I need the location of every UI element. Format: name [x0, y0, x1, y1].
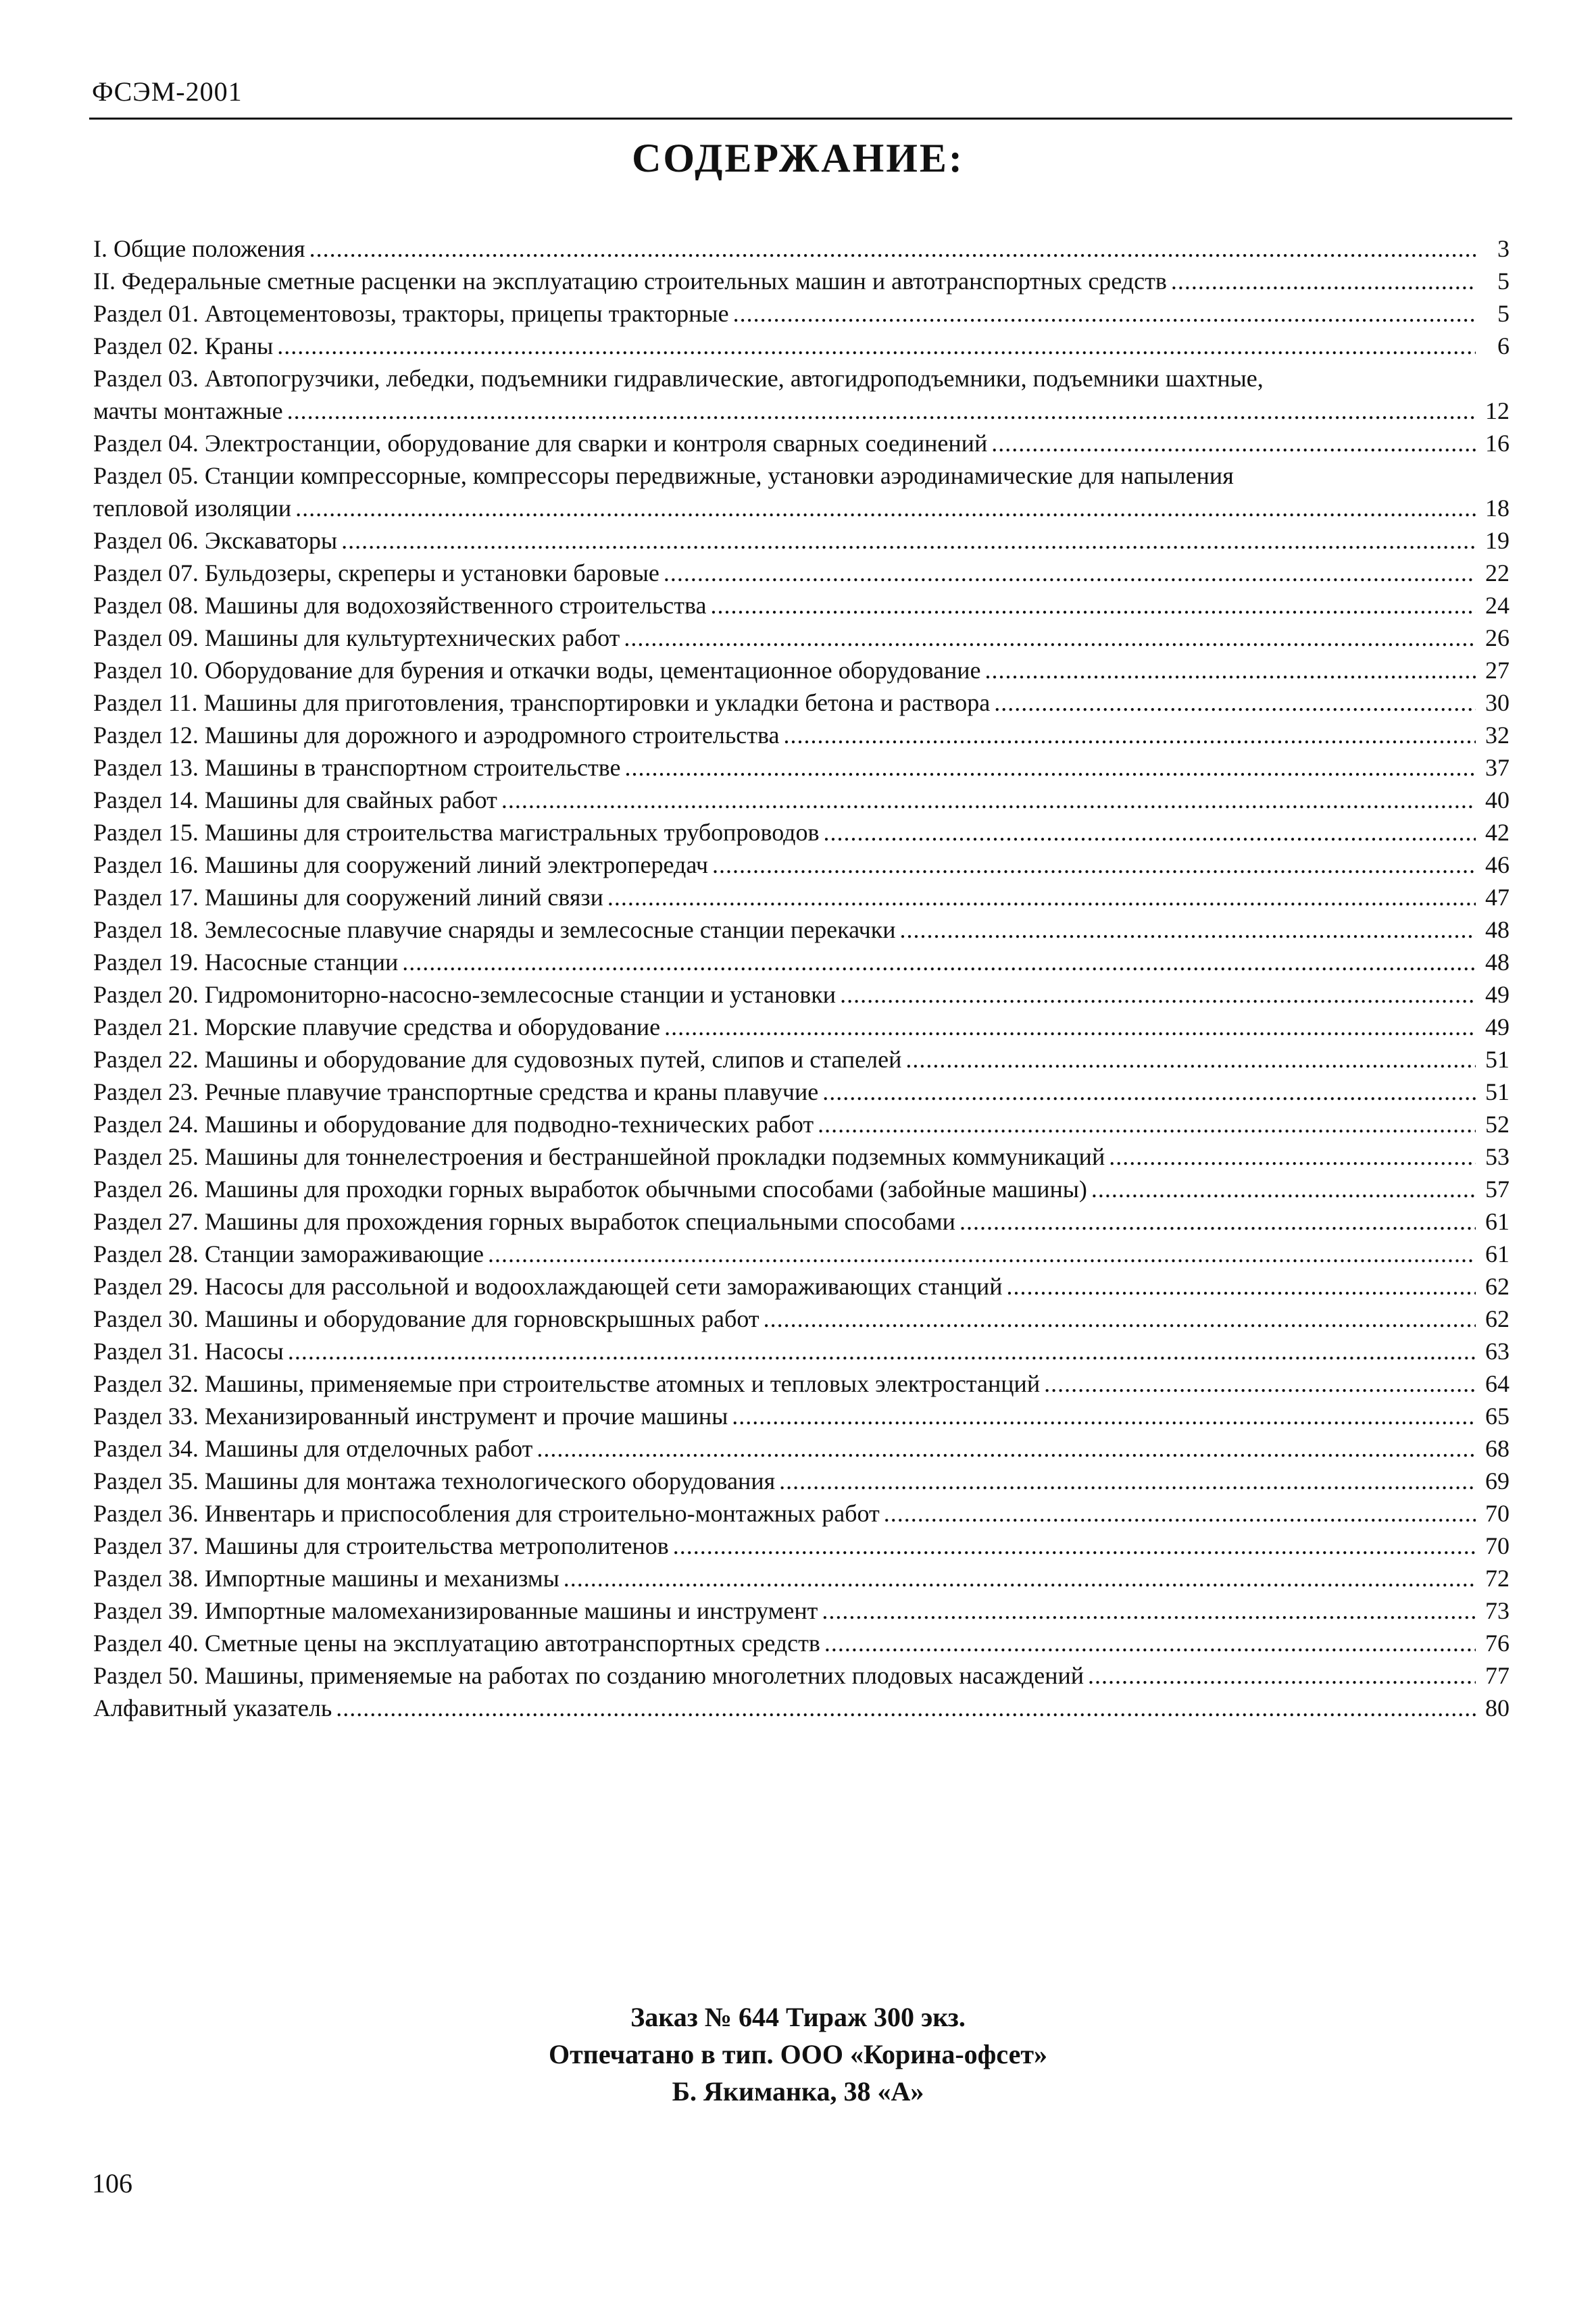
- toc-entry: [93, 330, 1510, 362]
- toc-page-number: 61: [1485, 1208, 1510, 1235]
- toc-page-number: 62: [1485, 1305, 1510, 1332]
- toc-entry: [93, 1205, 1510, 1238]
- toc-entry: [93, 1011, 1510, 1043]
- toc-page-number: 69: [1485, 1467, 1510, 1494]
- toc-page-number: 46: [1485, 851, 1510, 878]
- toc-entry-title: Раздел 26. Машины для проходки горных выработок обычными способами (забойные машины): [93, 1176, 1087, 1203]
- toc-entry: [93, 913, 1510, 946]
- dot-leader: [822, 1076, 1476, 1108]
- dot-leader: [625, 751, 1476, 784]
- toc-entry: [93, 297, 1510, 330]
- toc-page-number: 12: [1485, 397, 1510, 424]
- toc-page-number: 42: [1485, 819, 1510, 846]
- dot-leader: [905, 1043, 1476, 1076]
- toc-entry-title: Раздел 34. Машины для отделочных работ: [93, 1435, 533, 1462]
- toc-entry-title: Раздел 15. Машины для строительства магистральных трубопроводов: [93, 819, 820, 846]
- toc-page-number: 70: [1485, 1532, 1510, 1559]
- toc-entry-title: Раздел 17. Машины для сооружений линий связи: [93, 884, 603, 911]
- toc-entry-title: Раздел 14. Машины для свайных работ: [93, 786, 497, 813]
- toc-entry: [93, 978, 1510, 1011]
- imprint-address-line: Б. Якиманка, 38 «А»: [672, 2076, 924, 2107]
- toc-entry-title: Раздел 24. Машины и оборудование для подводно-технических работ: [93, 1111, 814, 1138]
- toc-page-number: 80: [1485, 1694, 1510, 1721]
- dot-leader: [783, 719, 1476, 751]
- toc-page-number: 72: [1485, 1565, 1510, 1592]
- toc-entry-title: Раздел 23. Речные плавучие транспортные средства и краны плавучие: [93, 1078, 819, 1105]
- toc-entry-title: Раздел 07. Бульдозеры, скреперы и установки баровые: [93, 559, 659, 586]
- toc-page-number: 53: [1485, 1143, 1510, 1170]
- page-number: 106: [92, 2168, 132, 2198]
- dot-leader: [1088, 1659, 1476, 1692]
- toc-entry-title: Раздел 22. Машины и оборудование для судовозных путей, слипов и стапелей: [93, 1046, 902, 1073]
- toc-page-number: 62: [1485, 1273, 1510, 1300]
- toc-page-number: 51: [1485, 1078, 1510, 1105]
- dot-leader: [402, 946, 1476, 978]
- toc-entry: [93, 1367, 1510, 1400]
- toc-entry-title: Раздел 09. Машины для культуртехнических работ: [93, 624, 620, 651]
- dot-leader: [501, 784, 1476, 816]
- toc-entry: [93, 427, 1510, 459]
- dot-leader: [732, 1400, 1476, 1432]
- toc-page-number: 57: [1485, 1176, 1510, 1203]
- toc-entry-title: Раздел 05. Станции компрессорные, компрессоры передвижные, установки аэродинамические для напыления: [93, 462, 1234, 489]
- dot-leader: [994, 686, 1476, 719]
- toc-entry: [93, 1238, 1510, 1270]
- dot-leader: [624, 622, 1476, 654]
- toc-entry: [93, 622, 1510, 654]
- toc-entry-title-continued: тепловой изоляции: [93, 495, 292, 522]
- dot-leader: [341, 524, 1476, 557]
- toc-page-number: 30: [1485, 689, 1510, 716]
- toc-page-number: 77: [1485, 1662, 1510, 1689]
- toc-entry-title: Раздел 28. Станции замораживающие: [93, 1240, 484, 1267]
- toc-entry: [93, 1270, 1510, 1303]
- toc-entry: [93, 1335, 1510, 1367]
- toc-entry: [93, 1076, 1510, 1108]
- toc-page-number: 65: [1485, 1403, 1510, 1430]
- toc-entry-title: Раздел 37. Машины для строительства метрополитенов: [93, 1532, 669, 1559]
- toc-entry-title: II. Федеральные сметные расценки на эксплуатацию строительных машин и автотранспортных средств: [93, 268, 1167, 295]
- dot-leader: [959, 1205, 1476, 1238]
- toc-page-number: 37: [1485, 754, 1510, 781]
- toc-entry: [93, 1627, 1510, 1659]
- toc-page-number: 6: [1497, 332, 1510, 359]
- dot-leader: [607, 881, 1476, 913]
- toc-entry-title: Алфавитный указатель: [93, 1694, 332, 1721]
- toc-entry-title: Раздел 39. Импортные маломеханизированные машины и инструмент: [93, 1597, 818, 1624]
- dot-leader: [764, 1303, 1476, 1335]
- toc-entry: [93, 1173, 1510, 1205]
- toc-entry: [93, 1400, 1510, 1432]
- toc-page-number: 73: [1485, 1597, 1510, 1624]
- toc-entry: [93, 1594, 1510, 1627]
- document-code: ФСЭМ-2001: [92, 76, 243, 107]
- dot-leader: [288, 1335, 1476, 1367]
- toc-entry-title: Раздел 11. Машины для приготовления, транспортировки и укладки бетона и раствора: [93, 689, 991, 716]
- toc-entry: [93, 881, 1510, 913]
- toc-entry-title: Раздел 33. Механизированный инструмент и прочие машины: [93, 1403, 728, 1430]
- dot-leader: [664, 1011, 1476, 1043]
- toc-entry: [93, 524, 1510, 557]
- toc-entry: [93, 1303, 1510, 1335]
- toc-page-number: 76: [1485, 1630, 1510, 1657]
- dot-leader: [1044, 1367, 1476, 1400]
- header-rule: [89, 118, 1512, 120]
- toc-entry-title: Раздел 18. Землесосные плавучие снаряды и землесосные станции перекачки: [93, 916, 896, 943]
- toc-page-number: 48: [1485, 949, 1510, 976]
- toc-entry-title-continued: мачты монтажные: [93, 397, 283, 424]
- toc-page-number: 19: [1485, 527, 1510, 554]
- toc-entry-title: Раздел 27. Машины для прохождения горных выработок специальными способами: [93, 1208, 955, 1235]
- dot-leader: [712, 849, 1476, 881]
- dot-leader: [673, 1530, 1476, 1562]
- toc-entry-title: Раздел 21. Морские плавучие средства и оборудование: [93, 1013, 661, 1040]
- toc-entry-title: Раздел 20. Гидромониторно-насосно-землесосные станции и установки: [93, 981, 837, 1008]
- toc-entry-title: Раздел 16. Машины для сооружений линий электропередач: [93, 851, 708, 878]
- toc-entry: [93, 1140, 1510, 1173]
- dot-leader: [822, 1594, 1476, 1627]
- dot-leader: [818, 1108, 1476, 1140]
- dot-leader: [277, 330, 1476, 362]
- toc-entry-title: Раздел 50. Машины, применяемые на работах по созданию многолетних плодовых насаждений: [93, 1662, 1084, 1689]
- toc-page-number: 47: [1485, 884, 1510, 911]
- page-title: СОДЕРЖАНИЕ:: [632, 136, 964, 180]
- toc-entry: [93, 1659, 1510, 1692]
- dot-leader: [733, 297, 1476, 330]
- toc-entry: [93, 557, 1510, 589]
- toc-entry-title: Раздел 19. Насосные станции: [93, 949, 399, 976]
- toc-entry: [93, 654, 1510, 686]
- toc-entry: [93, 232, 1510, 265]
- toc-entry-title: Раздел 32. Машины, применяемые при строительстве атомных и тепловых электростанций: [93, 1370, 1041, 1397]
- toc-entry: [93, 362, 1510, 427]
- imprint: [0, 1998, 1596, 2110]
- toc-page-number: 63: [1485, 1338, 1510, 1365]
- dot-leader: [537, 1432, 1476, 1465]
- table-of-contents: [93, 232, 1510, 1724]
- toc-entry-title: Раздел 06. Экскаваторы: [93, 527, 338, 554]
- toc-entry-title: Раздел 01. Автоцементовозы, тракторы, прицепы тракторные: [93, 300, 729, 327]
- toc-entry-title: Раздел 25. Машины для тоннелестроения и бестраншейной прокладки подземных коммуникаций: [93, 1143, 1105, 1170]
- toc-entry-title: Раздел 08. Машины для водохозяйственного строительства: [93, 592, 707, 619]
- toc-page-number: 24: [1485, 592, 1510, 619]
- toc-page-number: 16: [1485, 430, 1510, 457]
- dot-leader: [664, 557, 1476, 589]
- toc-entry: [93, 784, 1510, 816]
- dot-leader: [1091, 1173, 1476, 1205]
- toc-page-number: 26: [1485, 624, 1510, 651]
- toc-entry: [93, 1562, 1510, 1594]
- toc-entry: [93, 1465, 1510, 1497]
- dot-leader: [488, 1238, 1476, 1270]
- dot-leader: [991, 427, 1476, 459]
- toc-entry-title: Раздел 10. Оборудование для бурения и откачки воды, цементационное оборудование: [93, 657, 981, 684]
- dot-leader: [1007, 1270, 1476, 1303]
- toc-entry-title: Раздел 31. Насосы: [93, 1338, 284, 1365]
- toc-page-number: 5: [1497, 268, 1510, 295]
- toc-page-number: 52: [1485, 1111, 1510, 1138]
- toc-entry: [93, 1043, 1510, 1076]
- toc-entry-title: Раздел 03. Автопогрузчики, лебедки, подъемники гидравлические, автогидроподъемники, подъемники шахтные,: [93, 365, 1264, 392]
- dot-leader: [711, 589, 1476, 622]
- toc-page-number: 3: [1497, 235, 1510, 262]
- toc-entry-title: I. Общие положения: [93, 235, 305, 262]
- toc-page-number: 49: [1485, 1013, 1510, 1040]
- toc-page-number: 22: [1485, 559, 1510, 586]
- toc-entry-title: Раздел 36. Инвентарь и приспособления для строительно-монтажных работ: [93, 1500, 880, 1527]
- toc-page-number: 64: [1485, 1370, 1510, 1397]
- dot-leader: [900, 913, 1476, 946]
- toc-entry-title: Раздел 29. Насосы для рассольной и водоохлаждающей сети замораживающих станций: [93, 1273, 1003, 1300]
- toc-page-number: 40: [1485, 786, 1510, 813]
- dot-leader: [779, 1465, 1476, 1497]
- dot-leader: [309, 232, 1476, 265]
- imprint-printer-line: Отпечатано в тип. ООО «Корина-офсет»: [549, 2039, 1047, 2069]
- dot-leader: [823, 816, 1476, 849]
- dot-leader: [1171, 265, 1476, 297]
- toc-entry: [93, 1530, 1510, 1562]
- toc-page-number: 49: [1485, 981, 1510, 1008]
- toc-entry: [93, 265, 1510, 297]
- toc-entry: [93, 849, 1510, 881]
- toc-page-number: 70: [1485, 1500, 1510, 1527]
- toc-page-number: 27: [1485, 657, 1510, 684]
- toc-page-number: 5: [1497, 300, 1510, 327]
- toc-entry: [93, 946, 1510, 978]
- toc-page-number: 51: [1485, 1046, 1510, 1073]
- toc-page-number: 68: [1485, 1435, 1510, 1462]
- imprint-order-line: Заказ № 644 Тираж 300 экз.: [630, 2002, 966, 2032]
- dot-leader: [1109, 1140, 1476, 1173]
- toc-entry: [93, 1432, 1510, 1465]
- dot-leader: [824, 1627, 1476, 1659]
- toc-page-number: 61: [1485, 1240, 1510, 1267]
- dot-leader: [295, 492, 1476, 524]
- toc-entry: [93, 1692, 1510, 1724]
- toc-entry-title: Раздел 35. Машины для монтажа технологического оборудования: [93, 1467, 776, 1494]
- toc-entry: [93, 589, 1510, 622]
- toc-entry: [93, 686, 1510, 719]
- toc-entry: [93, 719, 1510, 751]
- toc-entry-title: Раздел 04. Электростанции, оборудование для сварки и контроля сварных соединений: [93, 430, 988, 457]
- toc-entry: [93, 816, 1510, 849]
- toc-entry: [93, 1497, 1510, 1530]
- toc-entry: [93, 1108, 1510, 1140]
- dot-leader: [336, 1692, 1476, 1724]
- toc-entry-title: Раздел 30. Машины и оборудование для горновскрышных работ: [93, 1305, 759, 1332]
- dot-leader: [984, 654, 1476, 686]
- dot-leader: [884, 1497, 1476, 1530]
- dot-leader: [564, 1562, 1476, 1594]
- toc-entry-title: Раздел 13. Машины в транспортном строительстве: [93, 754, 621, 781]
- dot-leader: [840, 978, 1476, 1011]
- toc-entry-title: Раздел 02. Краны: [93, 332, 274, 359]
- toc-entry-title: Раздел 40. Сметные цены на эксплуатацию автотранспортных средств: [93, 1630, 820, 1657]
- toc-entry-title: Раздел 12. Машины для дорожного и аэродромного строительства: [93, 722, 780, 749]
- toc-entry-title: Раздел 38. Импортные машины и механизмы: [93, 1565, 559, 1592]
- dot-leader: [287, 395, 1476, 427]
- toc-entry: [93, 459, 1510, 524]
- toc-page-number: 18: [1485, 495, 1510, 522]
- toc-entry: [93, 751, 1510, 784]
- toc-page-number: 48: [1485, 916, 1510, 943]
- toc-page-number: 32: [1485, 722, 1510, 749]
